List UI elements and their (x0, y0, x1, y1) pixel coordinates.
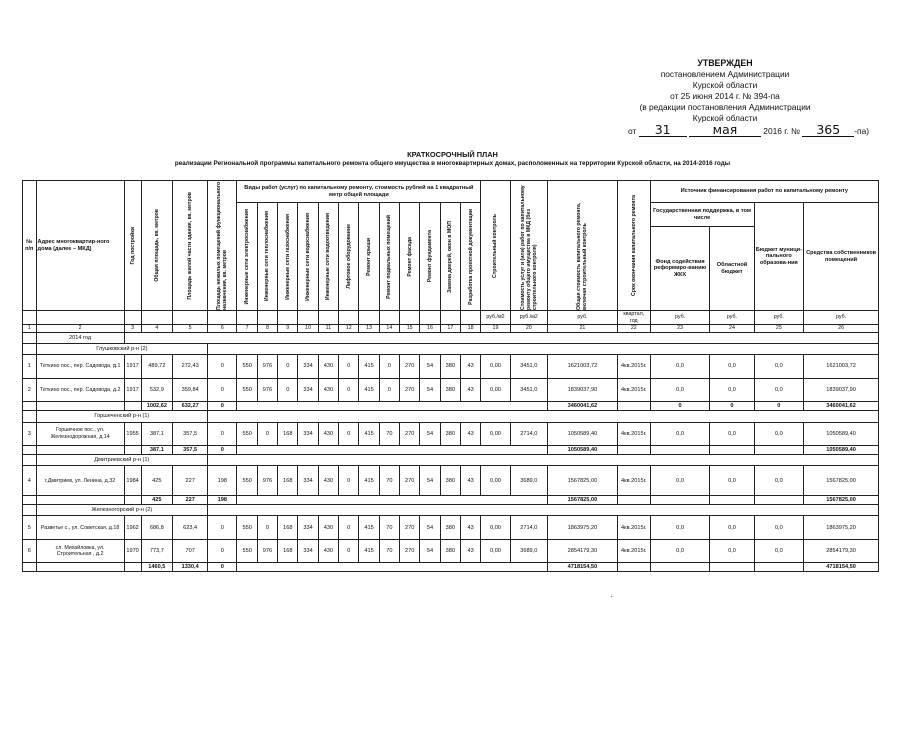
table-cell: 1955 (124, 422, 141, 445)
table-cell: 430 (318, 378, 338, 401)
date-suffix: -па) (854, 126, 870, 136)
date-month: мая (689, 124, 761, 137)
district-label: Горшеченский р-н (1) (36, 410, 208, 422)
table-cell: 0 (278, 355, 298, 378)
subtotal-owners: 1050589,40 (804, 446, 879, 455)
table-cell: 773,7 (141, 539, 173, 562)
column-number-cell: 5 (173, 325, 208, 333)
column-number-cell: 8 (257, 325, 277, 333)
table-cell: 70 (379, 466, 399, 496)
table-cell: 1984 (124, 466, 141, 496)
district-label: Железногорский р-н (2) (36, 504, 208, 516)
table-cell: 707 (173, 539, 208, 562)
table-cell: 270 (399, 422, 419, 445)
table-cell: 70 (379, 516, 399, 539)
district-label: Глушковский р-н (2) (36, 343, 208, 355)
table-cell: 550 (237, 422, 257, 445)
table-cell: 1621003,72 (804, 355, 879, 378)
table-cell: 0 (208, 539, 237, 562)
col-work-type-header: Инженерные сети электроснабжения (237, 203, 257, 311)
table-cell: 415 (359, 378, 379, 401)
unit-cell: руб./м2 (481, 311, 510, 325)
table-cell: 1863975,20 (804, 516, 879, 539)
subtotal-nonliving-area: 198 (208, 496, 237, 505)
table-cell: 43 (460, 355, 480, 378)
scan-mark: · (112, 360, 115, 369)
table-cell: 4кв.2015г. (617, 422, 650, 445)
table-cell: 4кв.2015г. (617, 378, 650, 401)
subtotal-owners: 4718154,50 (804, 563, 879, 572)
table-cell: 489,72 (141, 355, 173, 378)
table-cell: 380 (440, 422, 460, 445)
subtotal-municipal (754, 563, 804, 572)
subtotal-municipal: 0 (754, 402, 804, 411)
col-work-type-header: Инженерные сети водоотведения (318, 203, 338, 311)
subtotal-total-cost: 1050589,40 (547, 446, 617, 455)
col-work-type-header: Ремонт фасада (399, 203, 419, 311)
table-cell: 198 (208, 466, 237, 496)
subtotal-row (23, 446, 879, 455)
table-cell: 0 (257, 516, 277, 539)
approval-line: от 25 июня 2014 г. № 394-па (670, 91, 780, 101)
subtotal-total-area: 1460,5 (141, 563, 173, 572)
address-cell: Тёткино пос., пер. Садовода, д.2 (36, 378, 124, 401)
table-cell: 3 (23, 422, 37, 445)
date-prefix: от (628, 126, 637, 136)
table-cell: 380 (440, 539, 460, 562)
table-cell: 0,0 (710, 422, 754, 445)
approval-line: Курской области (692, 80, 758, 90)
table-cell: 3689,0 (510, 466, 547, 496)
table-cell: 430 (318, 466, 338, 496)
table-cell: 0 (208, 516, 237, 539)
table-cell: 0,0 (754, 378, 804, 401)
subtotal-row (23, 496, 879, 505)
subtotal-regional (710, 446, 754, 455)
subtotal-municipal (754, 446, 804, 455)
table-cell: 1567825,00 (804, 466, 879, 496)
table-cell: 1863975,20 (547, 516, 617, 539)
col-nonliving-area-header: Площадь нежилых помещений функционального назначения, кв. метров (208, 181, 237, 311)
table-cell: 70 (379, 539, 399, 562)
table-cell: 0 (339, 516, 359, 539)
table-cell: 272,43 (173, 355, 208, 378)
table-cell: 270 (399, 539, 419, 562)
table-cell: 0 (339, 355, 359, 378)
column-number-cell: 4 (141, 325, 173, 333)
table-cell: 2854179,30 (804, 539, 879, 562)
approval-head: УТВЕРЖДЕН (697, 58, 753, 68)
table-cell: 0,0 (650, 466, 710, 496)
subtotal-owners: 3460041,62 (804, 402, 879, 411)
table-cell: 54 (420, 539, 440, 562)
unit-cell: руб. (710, 311, 754, 325)
district-label: Дмитриевский р-н (1) (36, 454, 208, 466)
works-group-header: Виды работ (услуг) по капитальному ремонту, стоимость рублей на 1 квадратный метр общей площади (237, 181, 481, 203)
table-cell: 0 (379, 378, 399, 401)
col-work-type-header: Ремонт фундамента (420, 203, 440, 311)
subtotal-row (23, 563, 879, 572)
subtotal-nonliving-area: 0 (208, 402, 237, 411)
table-cell: 0 (257, 422, 277, 445)
unit-cell: квартал, год (617, 311, 650, 325)
table-cell: 168 (278, 539, 298, 562)
table-cell: 0,0 (650, 516, 710, 539)
table-cell: 4кв.2015г. (617, 355, 650, 378)
col-work-type-header: Ремонт подвальных помещений (379, 203, 399, 311)
table-cell: 43 (460, 539, 480, 562)
table-cell: 550 (237, 539, 257, 562)
table-cell: 550 (237, 378, 257, 401)
document-title: КРАТКОСРОЧНЫЙ ПЛАН (407, 150, 498, 159)
subtotal-total-cost: 3460041,62 (547, 402, 617, 411)
table-cell: 430 (318, 422, 338, 445)
subtotal-fund (650, 446, 710, 455)
date-day: 31 (639, 124, 687, 137)
table-cell: 0 (278, 378, 298, 401)
column-number-cell: 22 (617, 325, 650, 333)
column-number-cell: 6 (208, 325, 237, 333)
col-owners-header: Средства собственников помещений (804, 203, 879, 311)
table-cell: 270 (399, 516, 419, 539)
col-fund-header: Фонд содействия реформиро-ванию ЖКХ (650, 227, 710, 311)
table-row (23, 378, 879, 401)
table-cell: 3451,0 (510, 378, 547, 401)
table-cell: 0,00 (481, 422, 510, 445)
column-number-cell: 13 (359, 325, 379, 333)
table-cell: 54 (420, 355, 440, 378)
table-cell: 430 (318, 539, 338, 562)
table-cell: 0,00 (481, 516, 510, 539)
subtotal-total-cost: 1567825,00 (547, 496, 617, 505)
column-number-cell: 11 (318, 325, 338, 333)
table-cell: 54 (420, 422, 440, 445)
table-cell: 0 (339, 422, 359, 445)
table-cell: 532,9 (141, 378, 173, 401)
district-row (23, 454, 879, 466)
col-total-cost-header: Общая стоимость капитального ремонта, включая строительный контроль (547, 181, 617, 311)
table-row (23, 355, 879, 378)
address-cell: Разветье с., ул. Советская, д.18 (36, 516, 124, 539)
table-cell: 43 (460, 516, 480, 539)
address-cell: Горшечное пос., ул. Железнодорожная, д.14 (36, 422, 124, 445)
column-number-cell: 17 (440, 325, 460, 333)
table-cell: 5 (23, 516, 37, 539)
table-cell: 168 (278, 422, 298, 445)
table-cell: 976 (257, 539, 277, 562)
subtotal-living-area: 357,5 (173, 446, 208, 455)
column-number-cell: 2 (36, 325, 124, 333)
col-municipal-header: Бюджет муници-пального образова-ния (754, 203, 804, 311)
document-subtitle: реализации Региональной программы капитального ремонта общего имущества в многоквартирных домах, расположенных на территории Курской области, на 2014-2016 годы (174, 160, 731, 167)
table-cell: 0,0 (650, 378, 710, 401)
table-cell: 415 (359, 355, 379, 378)
table-cell: 0 (208, 378, 237, 401)
table-cell: 6 (23, 539, 37, 562)
table-cell: 270 (399, 466, 419, 496)
column-number-cell: 24 (710, 325, 754, 333)
column-number-cell: 19 (481, 325, 510, 333)
table-cell: 54 (420, 466, 440, 496)
subtotal-fund (650, 563, 710, 572)
column-number-cell: 18 (460, 325, 480, 333)
table-cell: 0 (339, 539, 359, 562)
district-row (23, 504, 879, 516)
table-cell: 0,00 (481, 355, 510, 378)
district-row (23, 343, 879, 355)
table-cell: 0,0 (754, 466, 804, 496)
subtotal-municipal (754, 496, 804, 505)
table-cell: 54 (420, 516, 440, 539)
table-cell: 0,00 (481, 466, 510, 496)
table-cell: 0 (339, 378, 359, 401)
subtotal-nonliving-area: 0 (208, 446, 237, 455)
col-living-area-header: Площадь жилой части здания, кв. метров (173, 181, 208, 311)
table-cell: 1839037,90 (804, 378, 879, 401)
subtotal-total-area: 387,1 (141, 446, 173, 455)
table-cell: 0,0 (710, 355, 754, 378)
table-cell: 334 (298, 466, 318, 496)
date-year: 2016 г. № (763, 126, 800, 136)
table-cell: 550 (237, 516, 257, 539)
table-cell: 686,8 (141, 516, 173, 539)
table-cell: 43 (460, 378, 480, 401)
unit-cell: руб. (650, 311, 710, 325)
table-cell: 0 (208, 422, 237, 445)
table-cell: 623,4 (173, 516, 208, 539)
subtotal-living-area: 1330,4 (173, 563, 208, 572)
subtotal-regional (710, 563, 754, 572)
table-cell: 4 (23, 466, 37, 496)
table-row (23, 539, 879, 562)
col-work-type-header: Замена дверей, окон в МОП (440, 203, 460, 311)
table-cell: 357,5 (173, 422, 208, 445)
table-cell: 0,0 (710, 378, 754, 401)
district-row (23, 410, 879, 422)
sources-group-header: Источник финансирования работ по капитальному ремонту (650, 181, 878, 203)
table-cell: 0,0 (754, 355, 804, 378)
column-number-cell: 26 (804, 325, 879, 333)
order-number: 365 (802, 124, 854, 137)
table-cell: 2714,0 (510, 422, 547, 445)
table-cell: 0,0 (710, 466, 754, 496)
table-cell: 415 (359, 422, 379, 445)
year-label: 2014 год (36, 333, 124, 344)
table-cell: 1839037,90 (547, 378, 617, 401)
table-cell: 334 (298, 355, 318, 378)
column-numbers-row (23, 325, 879, 333)
col-work-type-header: Инженерные сети водоснабжения (298, 203, 318, 311)
unit-cell: руб. (754, 311, 804, 325)
table-row (23, 422, 879, 445)
column-number-cell: 7 (237, 325, 257, 333)
table-cell: 168 (278, 466, 298, 496)
col-work-type-header: Разработка проектной документации (460, 203, 480, 311)
table-cell: 0,0 (754, 539, 804, 562)
column-number-cell: 23 (650, 325, 710, 333)
table-cell: 0,00 (481, 539, 510, 562)
table-cell: 4кв.2015г. (617, 466, 650, 496)
subtotal-fund (650, 496, 710, 505)
table-cell: 359,84 (173, 378, 208, 401)
unit-cell: руб. (547, 311, 617, 325)
subtotal-total-area: 425 (141, 496, 173, 505)
table-cell: 334 (298, 539, 318, 562)
table-cell: 1970 (124, 539, 141, 562)
table-cell: 1050589,40 (547, 422, 617, 445)
table-row (23, 516, 879, 539)
col-address-header: Адрес многоквартир-ного дома (далее – МКД) (36, 181, 124, 311)
address-cell: г.Дмитриев, ул. Ленина, д.32 (36, 466, 124, 496)
column-number-cell: 25 (754, 325, 804, 333)
subtotal-row (23, 402, 879, 411)
table-cell: 0,0 (710, 516, 754, 539)
address-cell: сл. Михайловка, ул. Строительная , д.2 (36, 539, 124, 562)
table-cell: 1 (23, 355, 37, 378)
table-cell: 0 (208, 355, 237, 378)
table-cell: 550 (237, 466, 257, 496)
table-cell: 0,0 (710, 539, 754, 562)
table-cell: 976 (257, 355, 277, 378)
column-number-cell: 21 (547, 325, 617, 333)
table-cell: 415 (359, 466, 379, 496)
approval-line: (в редакции постановления Администрации (639, 102, 811, 112)
table-cell: 334 (298, 378, 318, 401)
table-cell: 43 (460, 422, 480, 445)
table-cell: 0,0 (754, 422, 804, 445)
column-number-cell: 15 (399, 325, 419, 333)
table-cell: 0,0 (754, 516, 804, 539)
column-number-cell: 14 (379, 325, 399, 333)
table-cell: 334 (298, 516, 318, 539)
header-row-1 (23, 181, 879, 203)
year-row (23, 333, 879, 344)
table-cell: 1567825,00 (547, 466, 617, 496)
col-regional-header: Областной бюджет (710, 227, 754, 311)
col-construction-control-header: Строительный контроль (481, 181, 510, 311)
subtotal-regional (710, 496, 754, 505)
subtotal-total-cost: 4718154,50 (547, 563, 617, 572)
table-cell: 3451,0 (510, 355, 547, 378)
scan-mark: · (610, 592, 613, 601)
amendment-date-line (628, 124, 888, 137)
approval-stamp (600, 58, 850, 124)
table-cell: 4кв.2015г. (617, 539, 650, 562)
table-cell: 976 (257, 466, 277, 496)
table-cell: 415 (359, 516, 379, 539)
col-work-type-header: Инженерные сети газоснабжения (278, 203, 298, 311)
state-support-header: Государственная поддержка, в том числе (650, 203, 754, 227)
unit-cell: руб. (804, 311, 879, 325)
table-cell: 2714,0 (510, 516, 547, 539)
table-cell: 380 (440, 378, 460, 401)
table-cell: 43 (460, 466, 480, 496)
table-cell: 1962 (124, 516, 141, 539)
column-number-cell: 3 (124, 325, 141, 333)
column-number-cell: 10 (298, 325, 318, 333)
table-cell: 0,00 (481, 378, 510, 401)
table-cell: 380 (440, 466, 460, 496)
table-cell: 227 (173, 466, 208, 496)
table-cell: 1050589,40 (804, 422, 879, 445)
subtotal-owners: 1567825,00 (804, 496, 879, 505)
table-cell: 0 (339, 466, 359, 496)
table-cell: 54 (420, 378, 440, 401)
table-cell: 3689,0 (510, 539, 547, 562)
subtotal-fund: 0 (650, 402, 710, 411)
table-cell: 1621003,72 (547, 355, 617, 378)
table-cell: 168 (278, 516, 298, 539)
capital-repair-plan-table (22, 180, 879, 572)
column-number-cell: 16 (420, 325, 440, 333)
table-cell: 430 (318, 355, 338, 378)
table-cell: 2854179,30 (547, 539, 617, 562)
table-cell: 334 (298, 422, 318, 445)
table-cell: 270 (399, 355, 419, 378)
table-cell: 2 (23, 378, 37, 401)
col-work-type-header: Ремонт крыши (359, 203, 379, 311)
table-cell: 0 (379, 355, 399, 378)
table-cell: 1917 (124, 378, 141, 401)
col-work-type-header: Инженерные сети теплоснабжения (257, 203, 277, 311)
approval-line: постановлением Администрации (660, 69, 790, 79)
table-cell: 380 (440, 355, 460, 378)
subtotal-living-area: 632,27 (173, 402, 208, 411)
table-cell: 0,0 (650, 539, 710, 562)
col-deadline-header: Срок окончания капитального ремонта (617, 181, 650, 311)
table-cell: 0,0 (650, 355, 710, 378)
table-cell: 976 (257, 378, 277, 401)
col-total-area-header: Общая площадь, кв. метров (141, 181, 173, 311)
table-cell: 387,1 (141, 422, 173, 445)
subtotal-total-area: 1002,62 (141, 402, 173, 411)
column-number-cell: 20 (510, 325, 547, 333)
subtotal-living-area: 227 (173, 496, 208, 505)
table-cell: 425 (141, 466, 173, 496)
table-cell: 1917 (124, 355, 141, 378)
col-cost-per-m2-header: Стоимость услуг и (или) работ по капитальному ремонту общего имущества в МКД (без строительного контроля) (510, 181, 547, 311)
table-cell: 0,0 (650, 422, 710, 445)
address-cell: Тёткино пос., пер. Садовода, д.1 (36, 355, 124, 378)
column-number-cell: 9 (278, 325, 298, 333)
unit-cell: руб./м2 (510, 311, 547, 325)
column-number-cell: 12 (339, 325, 359, 333)
table-cell: 380 (440, 516, 460, 539)
table-cell: 4кв.2015г. (617, 516, 650, 539)
subtotal-regional: 0 (710, 402, 754, 411)
table-body (23, 333, 879, 572)
subtotal-nonliving-area: 0 (208, 563, 237, 572)
col-work-type-header: Лифтовое оборудование (339, 203, 359, 311)
table-cell: 550 (237, 355, 257, 378)
table-cell: 70 (379, 422, 399, 445)
units-row (23, 311, 879, 325)
table-row (23, 466, 879, 496)
table-cell: 270 (399, 378, 419, 401)
approval-line: Курской области (692, 113, 758, 123)
column-number-cell: 1 (23, 325, 37, 333)
table-cell: 430 (318, 516, 338, 539)
table-cell: 415 (359, 539, 379, 562)
col-no-header: № п/п (23, 181, 37, 311)
col-year-header: Год постройки (124, 181, 141, 311)
